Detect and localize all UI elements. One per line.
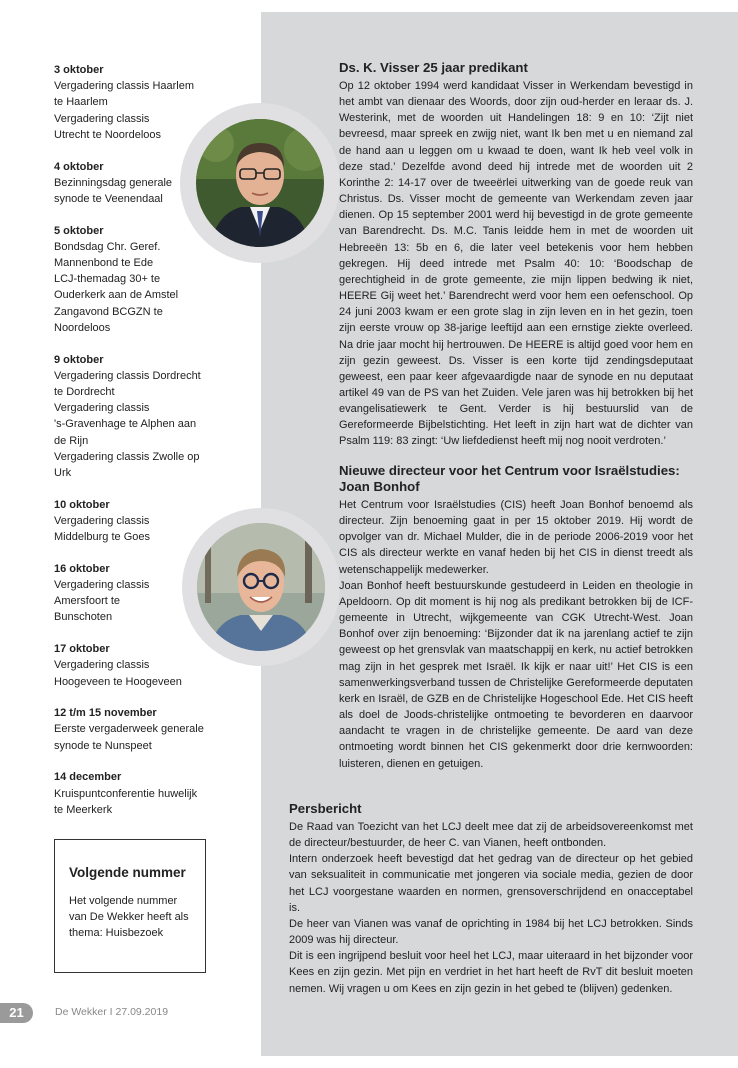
agenda-item	[54, 223, 224, 336]
next-issue-text: Het volgende nummer van De Wekker heeft als thema: Huisbezoek	[69, 895, 189, 939]
agenda-line: Kruispuntconferentie huwelijk	[54, 787, 198, 800]
agenda-line: de Rijn	[54, 434, 89, 447]
agenda-date: 17 oktober	[54, 643, 110, 656]
agenda-item	[54, 705, 224, 754]
article-persbericht	[289, 801, 693, 997]
agenda-line: 's-Gravenhage te Alphen aan	[54, 418, 197, 431]
next-issue-title: Volgende nummer	[69, 865, 186, 880]
agenda-item	[54, 352, 224, 482]
portrait-bonhof-illustration	[197, 523, 325, 651]
agenda-line: Vergadering classis	[54, 578, 150, 591]
article-paragraph: Intern onderzoek heeft bevestigd dat het gedrag van de directeur op het gebied van seksualiteit in communicatie met jongeren via sociale media, gezien de door het LCJ voorgestane waarden en normen, grensoverschrijdend en onacceptabel is.	[289, 853, 693, 914]
article-paragraph: Joan Bonhof heeft bestuurskunde gestudeerd in Leiden en theologie in Apeldoorn. Op dit moment is hij nog als predikant betrokken bij de ICF-gemeente in Utrecht, wijkgemeente van CGK Utrecht-West. Joan Bonhof over zijn benoeming: ‘Bijzonder dat ik na jarenlang actief te zijn geweest op het grensvlak van maatschappij en kerk, nu actief betrokken mag zijn in het gesprek met Israël. Ik kijk er naar uit!’ Het CIS is een samenwerkingsverband tussen de Christelijke Gereformeerde deputaten kerk en Israël, de GZB en de Christelijke Hogeschool Ede. Het CIS heeft als doel de Joods-christelijke ontmoeting te bevorderen en daarvoor aandacht te vragen in de christelijke gemeente. De aard van deze ontmoeting wordt binnen het CIS gekenmerkt door drie kernwoorden: luisteren, dienen en getuigen.	[339, 579, 693, 770]
agenda-line: te Meerkerk	[54, 803, 113, 816]
next-issue-box	[54, 839, 206, 973]
agenda-date: 10 oktober	[54, 498, 110, 511]
agenda-line: te Dordrecht	[54, 385, 115, 398]
agenda-date: 3 oktober	[54, 64, 104, 76]
agenda-date: 5 oktober	[54, 224, 104, 237]
agenda-line: LCJ-themadag 30+ te	[54, 273, 161, 286]
article-title: Persbericht	[289, 801, 362, 816]
agenda-line: Vergadering classis Haarlem	[54, 80, 195, 93]
agenda-line: Amersfoort te	[54, 595, 121, 608]
agenda-line: Vergadering classis Dordrecht	[54, 369, 201, 382]
agenda-line: Urk	[54, 466, 72, 479]
article-paragraph: De Raad van Toezicht van het LCJ deelt mee dat zij de arbeidsovereenkomst met de directeur/bestuurder, de heer C. van Vianen, heeft ontbonden.	[289, 821, 693, 850]
portrait-bonhof-photo	[197, 523, 325, 651]
article-bonhof	[339, 463, 693, 772]
agenda-date: 16 oktober	[54, 562, 110, 575]
agenda-line: Bunschoten	[54, 611, 113, 624]
agenda-line: Vergadering classis	[54, 659, 150, 672]
agenda-line: Vergadering classis	[54, 402, 150, 415]
article-paragraph: Het Centrum voor Israëlstudies (CIS) heeft Joan Bonhof benoemd als directeur. Zijn benoeming gaat in per 15 oktober 2019. Hij wordt de opvolger van dr. Michael Mulder, die in de periode 2006-2019 voor het CIS als directeur werkte en vanaf heden bij het CIS in dienst treedt als wetenschappelijk medewerker.	[339, 499, 693, 576]
agenda-line: Vergadering classis	[54, 112, 150, 125]
agenda-item	[54, 769, 224, 818]
agenda-line: Mannenbond te Ede	[54, 257, 154, 270]
article-paragraph: Dit is een ingrijpend besluit voor heel het LCJ, maar uiteraard in het bijzonder voor Kees en zijn gezin. Met pijn en verdriet in het hart heeft de RvT dit besluit moeten nemen. Wij vragen u om Kees en zijn gezin in het gebed te (blijven) gedenken.	[289, 950, 693, 995]
agenda-line: Vergadering classis Zwolle op	[54, 450, 200, 463]
agenda-line: Ouderkerk aan de Amstel	[54, 289, 179, 302]
agenda-date: 14 december	[54, 771, 122, 784]
agenda-date: 4 oktober	[54, 160, 104, 173]
article-visser	[339, 60, 693, 450]
agenda-item	[54, 641, 224, 690]
page-footer	[0, 1003, 300, 1023]
publication-info: De Wekker I 27.09.2019	[55, 1006, 169, 1018]
agenda-line: Bondsdag Chr. Geref.	[54, 240, 161, 253]
agenda-line: Noordeloos	[54, 321, 111, 334]
article-paragraph: De heer van Vianen was vanaf de oprichting in 1984 bij het LCJ betrokken. Sinds 2009 was hij directeur.	[289, 917, 693, 947]
agenda-line: Bezinningsdag generale	[54, 176, 173, 189]
agenda-line: Middelburg te Goes	[54, 531, 150, 544]
agenda-date: 9 oktober	[54, 353, 104, 366]
article-title: Nieuwe directeur voor het Centrum voor Israëlstudies: Joan Bonhof	[339, 463, 680, 494]
page-number: 21	[0, 1003, 33, 1023]
agenda-line: te Haarlem	[54, 96, 108, 109]
portrait-visser-photo	[196, 119, 324, 247]
agenda-line: Eerste vergaderweek generale	[54, 723, 204, 736]
agenda-line: Utrecht te Noordeloos	[54, 128, 161, 141]
article-title: Ds. K. Visser 25 jaar predikant	[339, 60, 528, 75]
portrait-visser-illustration	[196, 119, 324, 247]
agenda-line: synode te Nunspeet	[54, 739, 152, 752]
agenda-line: Hoogeveen te Hoogeveen	[54, 675, 182, 688]
agenda-line: Zangavond BCGZN te	[54, 305, 163, 318]
agenda-date: 12 t/m 15 november	[54, 707, 157, 720]
agenda-line: synode te Veenendaal	[54, 192, 163, 205]
agenda-line: Vergadering classis	[54, 514, 150, 527]
article-body: Op 12 oktober 1994 werd kandidaat Visser in Werkendam bevestigd in het ambt van dienaar des Woords, door zijn oud-herder en leraar ds. J. Westerink, met de woorden uit Handelingen 18: 9 en 10: ‘Zijt niet bevreesd, maar spreek en zwijg niet, want Ik ben met u en niemand zal de hand aan u leggen om u kwaad te doen, want Ik heb veel volk in deze stad.’ Dezelfde avond deed hij intrede met de woorden uit 2 Korinthe 2: 14-17 over de tweeërlei uitwerking van de goede reuk van Christus. Ds. Visser mocht de gemeente van Werkendam zeven jaar dienen. Op 15 september 2001 werd hij bevestigd in de grote gemeente van Barendrecht. Ds. M.C. Tanis leidde hem in met de woorden uit Hebreeën 13: 5b en 6, die later veel betekenis voor hem hebben gekregen. Hij deed intrede met Psalm 40: 10: ‘Boodschap de gerechtigheid in de grote gemeente, zie mijn lippen bedwing ik niet, HEERE Gij weet het.’ Barendrecht werd voor hem een oefenschool. Op 24 juni 2003 kwam er een grote slag in zijn leven en in het gezin, toen zijn eerste vrouw op 38-jarige leeftijd aan een ernstige ziekte overleed. Na drie jaar mocht hij hertrouwen. De HEERE is altijd goed voor hem en zijn gezin geweest. Ds. Visser is een korte tijd zendingsdeputaat geweest, een paar keer afgevaardigde naar de synode en nu deputaat artikel 49 van de PS van het Zuiden. Vele jaren was hij betrokken bij het evangelisatiewerk te Gent. Verder is hij bestuurslid van de Gereformeerde Bijbelstichting. Het leeft in zijn hart wat de dichter van Psalm 119: 83 zingt: ‘Uw liefdedienst heeft mij nog nooit verdroten.’	[339, 80, 693, 448]
